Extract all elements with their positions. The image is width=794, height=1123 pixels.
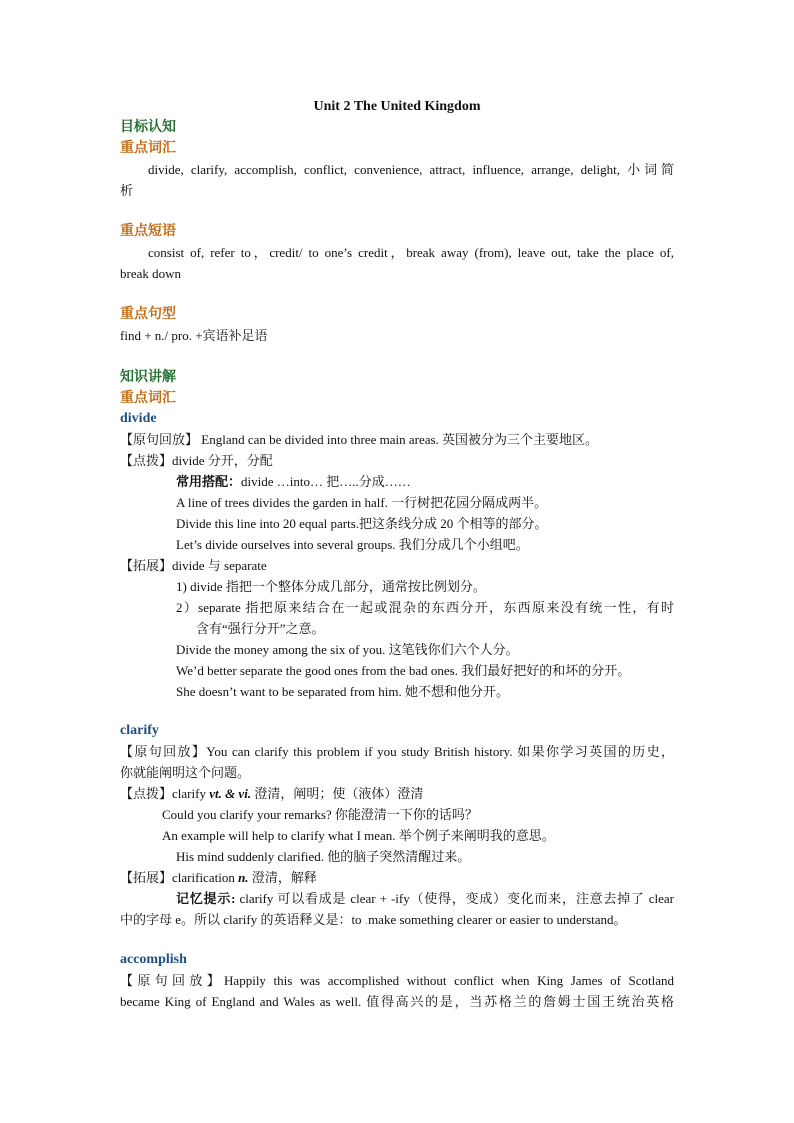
divide-example-2: Divide this line into 20 equal parts.把这条线分成 20 个相等的部分。 [176, 516, 548, 531]
memory-tip-label: 记忆提示: [176, 891, 236, 906]
dot-mark-icon: . [364, 912, 369, 927]
clarify-original-cont: 你就能阐明这个问题。 [120, 765, 251, 780]
original-label: 【原句回放】 [120, 744, 207, 759]
note-meaning: 澄清，阐明；使（液体）澄清 [251, 786, 424, 801]
clarify-original-sentence [120, 742, 674, 762]
divide-ext-point-1: 1) divide 指把一个整体分成几部分，通常按比例划分。 [176, 579, 486, 594]
accomplish-original-sentence [120, 971, 674, 991]
original-label: 【原句回放】 [120, 973, 225, 988]
key-vocab-heading: 重点词汇 [120, 141, 176, 156]
extension-label: 【拓展】 [120, 558, 173, 573]
divide-ext-point-2: 2）separate 指把原来结合在一起或混杂的东西分开，东西原来没有统一性，有时 [176, 600, 674, 615]
section-heading-knowledge: 知识讲解 [120, 370, 176, 385]
key-phrases-list: consist of, refer to，credit/ to one’s credit，break away (from), leave out, take the place of, [148, 245, 674, 260]
section-heading-goals: 目标认知 [120, 120, 176, 135]
extension-label: 【拓展】 [120, 870, 173, 885]
divide-original-sentence [120, 430, 598, 450]
clarify-example-2: An example will help to clarify what I mean. 举个例子来阐明我的意思。 [162, 828, 555, 843]
extension-meaning: 澄清，解释 [248, 870, 317, 885]
divide-ext-point-2-cont: 含有“强行分开”之意。 [196, 621, 325, 636]
memory-tip-text-2: 中的字母 e。所以 clarify 的英语释义是：to [120, 912, 365, 927]
memory-tip-text: clarify 可以看成是 clear + -ify（使得，变成）变化而来，注意去掉了 clear [235, 891, 674, 906]
divide-collocation [176, 472, 411, 492]
key-patterns-heading: 重点句型 [120, 307, 176, 322]
original-text: England can be divided into three main areas. 英国被分为三个主要地区。 [198, 432, 599, 447]
divide-note [120, 451, 273, 471]
page-title: Unit 2 The United Kingdom [313, 99, 481, 114]
note-word: clarify [172, 786, 210, 801]
original-label: 【原句回放】 [120, 432, 199, 447]
original-text: Happily this was accomplished without conflict when King James of Scotland [224, 973, 674, 988]
word-heading-clarify: clarify [120, 723, 159, 738]
divide-extension [120, 556, 267, 576]
part-of-speech: vt. & vi. [209, 786, 252, 801]
clarify-extension [120, 868, 317, 888]
clarify-example-1: Could you clarify your remarks? 你能澄清一下你的话吗？ [162, 807, 478, 822]
part-of-speech: n. [238, 870, 249, 885]
key-pattern-text: find + n./ pro. +宾语补足语 [120, 328, 268, 343]
note-label: 【点拨】 [120, 453, 173, 468]
clarify-memory-tip-cont [120, 910, 627, 930]
divide-example-4: Divide the money among the six of you. 这笔钱你们六个人分。 [176, 642, 519, 657]
collocation-text: divide …into… 把…..分成…… [241, 474, 411, 489]
key-vocab-list-cont: 析 [120, 183, 134, 198]
memory-tip-definition: make something clearer or easier to understand。 [368, 912, 627, 927]
divide-example-1: A line of trees divides the garden in half. 一行树把花园分隔成两半。 [176, 495, 548, 510]
note-text: divide 分开，分配 [172, 453, 273, 468]
word-heading-divide: divide [120, 411, 157, 426]
original-text: You can clarify this problem if you study British history. 如果你学习英国的历史， [206, 744, 674, 759]
clarify-memory-tip [176, 889, 674, 909]
clarify-example-3: His mind suddenly clarified. 他的脑子突然清醒过来。 [176, 849, 471, 864]
divide-example-3: Let’s divide ourselves into several groups. 我们分成几个小组吧。 [176, 537, 529, 552]
divide-example-6: She doesn’t want to be separated from him. 她不想和他分开。 [176, 684, 510, 699]
key-phrases-list-cont: break down [120, 266, 182, 281]
extension-text: divide 与 separate [172, 558, 267, 573]
key-vocab-list: divide, clarify, accomplish, conflict, convenience, attract, influence, arrange, delight, 小词简 [148, 162, 674, 177]
collocation-label: 常用搭配： [176, 474, 242, 489]
key-phrases-heading: 重点短语 [120, 224, 176, 239]
accomplish-original-cont: became King of England and Wales as well. 值得高兴的是，当苏格兰的詹姆士国王统治英格 [120, 994, 674, 1009]
note-label: 【点拨】 [120, 786, 173, 801]
divide-example-5: We’d better separate the good ones from the bad ones. 我们最好把好的和坏的分开。 [176, 663, 631, 678]
word-heading-accomplish: accomplish [120, 952, 187, 967]
key-vocab-heading-2: 重点词汇 [120, 391, 176, 406]
extension-word: clarification [172, 870, 239, 885]
clarify-note [120, 784, 423, 804]
